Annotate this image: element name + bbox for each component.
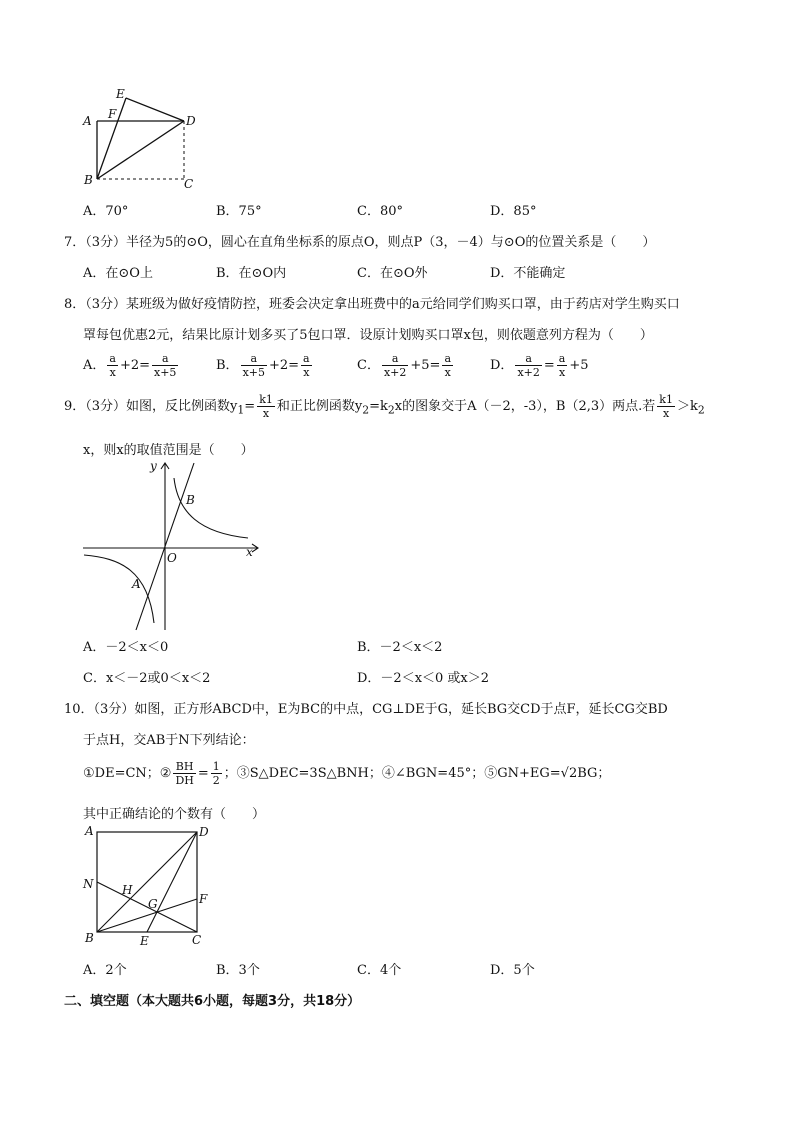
- label-y: y: [150, 459, 157, 473]
- frac-num: a: [152, 352, 178, 366]
- q6-option-c[interactable]: C．80°: [357, 204, 403, 219]
- q9-option-b[interactable]: B．－2＜x＜2: [357, 640, 443, 655]
- q9-sub: 2: [387, 403, 395, 417]
- frac-den: x+2: [517, 366, 540, 379]
- q9-text: 9．（3分）如图，反比例函数y: [64, 399, 238, 414]
- q9-question-line1: [64, 393, 705, 420]
- q9-text: ＞k: [676, 399, 698, 414]
- frac-num: a: [558, 352, 566, 365]
- q6-figure: [80, 84, 210, 194]
- option-mid: +2=: [119, 358, 151, 373]
- q10-question-line1: 10．（3分）如图，正方形ABCD中，E为BC的中点，CG⊥DE于G，延长BG交CD于点F，延长CG交BD: [64, 702, 668, 717]
- label-B: B: [84, 173, 93, 187]
- frac-den: x+5: [154, 366, 177, 379]
- q9-sub: 2: [362, 403, 370, 417]
- label-C: C: [192, 933, 202, 947]
- label-F: F: [199, 892, 208, 906]
- frac-num: BH: [173, 760, 195, 774]
- section-heading-fill-in: 二、填空题（本大题共6小题，每题3分，共18分）: [64, 994, 361, 1009]
- frac-num: a: [382, 352, 408, 366]
- q8-question-line1: 8．（3分）某班级为做好疫情防控，班委会决定拿出班费中的a元给同学们购买口罩，由于药店对学生购买口: [64, 297, 680, 312]
- frac-num: 1: [212, 760, 220, 773]
- option-letter: B．: [216, 358, 239, 373]
- q9-text: =k: [369, 399, 388, 414]
- frac-den: x+5: [242, 366, 265, 379]
- label-H: H: [122, 883, 133, 897]
- q8-option-c[interactable]: [357, 352, 455, 379]
- q8-option-a[interactable]: [83, 352, 180, 379]
- q9-graph: [80, 458, 265, 633]
- q7-option-b[interactable]: B．在⊙O内: [216, 266, 287, 281]
- q10-text: =: [197, 766, 209, 781]
- q10-option-d[interactable]: D．5个: [490, 963, 535, 978]
- label-A: A: [85, 824, 94, 838]
- label-C: C: [184, 177, 194, 191]
- frac-den: x: [262, 407, 270, 420]
- q10-question-line4: 其中正确结论的个数有（ ）: [83, 807, 266, 822]
- frac-num: a: [444, 352, 451, 365]
- label-D: D: [199, 825, 209, 839]
- label-x: x: [246, 545, 253, 559]
- label-E: E: [116, 87, 125, 101]
- q9-sub: 1: [237, 403, 245, 417]
- q6-option-d[interactable]: D．85°: [490, 204, 537, 219]
- frac-den: x: [663, 407, 670, 420]
- label-B: B: [186, 493, 195, 507]
- frac-den: x+2: [383, 366, 407, 379]
- q10-question-line2: 于点H，交AB于N下列结论：: [83, 733, 255, 748]
- label-F: F: [108, 107, 117, 121]
- q9-option-c[interactable]: C．x＜－2或0＜x＜2: [83, 671, 211, 686]
- option-mid: +5=: [410, 358, 441, 373]
- q8-option-d[interactable]: [490, 352, 589, 379]
- frac-den: x: [109, 366, 116, 379]
- q7-option-c[interactable]: C．在⊙O外: [357, 266, 428, 281]
- q10-conclusions: [83, 760, 610, 787]
- frac-num: a: [515, 352, 541, 366]
- label-G: G: [148, 897, 158, 911]
- label-A: A: [132, 577, 141, 591]
- frac-den: x: [303, 366, 310, 379]
- label-D: D: [186, 114, 196, 128]
- q10-option-a[interactable]: A．2个: [83, 963, 127, 978]
- q10-figure: [80, 822, 215, 950]
- q7-option-d[interactable]: D．不能确定: [490, 266, 566, 281]
- q10-option-b[interactable]: B．3个: [216, 963, 260, 978]
- q6-option-a[interactable]: A．70°: [83, 204, 129, 219]
- frac-num: k1: [259, 393, 273, 406]
- q7-option-a[interactable]: A．在⊙O上: [83, 266, 153, 281]
- option-letter: A．: [83, 358, 106, 373]
- q10-text: ①DE=CN；②: [83, 766, 172, 781]
- option-letter: D．: [490, 358, 514, 373]
- option-letter: C．: [357, 358, 380, 373]
- q9-question-line2: x，则x的取值范围是（ ）: [83, 443, 254, 458]
- q8-option-b[interactable]: [216, 352, 314, 379]
- label-B: B: [85, 931, 94, 945]
- q9-sub: 2: [697, 403, 705, 417]
- frac-num: a: [241, 352, 267, 366]
- label-E: E: [140, 934, 149, 948]
- q9-option-a[interactable]: A．－2＜x＜0: [83, 640, 169, 655]
- frac-den: x: [444, 366, 451, 379]
- q10-option-c[interactable]: C．4个: [357, 963, 402, 978]
- q8-question-line2: 罩每包优惠2元，结果比原计划多买了5包口罩．设原计划购买口罩x包，则依题意列方程为（ ）: [83, 328, 653, 343]
- frac-num: a: [303, 352, 310, 365]
- frac-den: 2: [212, 774, 220, 787]
- label-N: N: [83, 877, 94, 891]
- q9-text: x的图象交于A（－2，-3），B（2,3）两点.若: [394, 399, 656, 414]
- frac-den: x: [558, 366, 566, 379]
- frac-den: DH: [175, 774, 194, 787]
- q10-text: ；③S△DEC=3S△BNH；④∠BGN=45°；⑤GN+EG=√2BG；: [223, 766, 611, 781]
- q9-option-d[interactable]: D．－2＜x＜0 或x＞2: [357, 671, 490, 686]
- option-tail: +5: [569, 358, 589, 373]
- label-O: O: [167, 551, 177, 565]
- q7-question: 7．（3分）半径为5的⊙O，圆心在直角坐标系的原点O，则点P（3，－4）与⊙O的位置关系是（ ）: [64, 235, 656, 250]
- frac-num: a: [109, 352, 116, 365]
- label-A: A: [83, 114, 92, 128]
- option-mid: +2=: [268, 358, 300, 373]
- q9-text: 和正比例函数y: [276, 399, 363, 414]
- frac-num: k1: [659, 393, 673, 406]
- q6-option-b[interactable]: B．75°: [216, 204, 262, 219]
- q9-text: =: [244, 399, 256, 414]
- option-mid: =: [543, 358, 555, 373]
